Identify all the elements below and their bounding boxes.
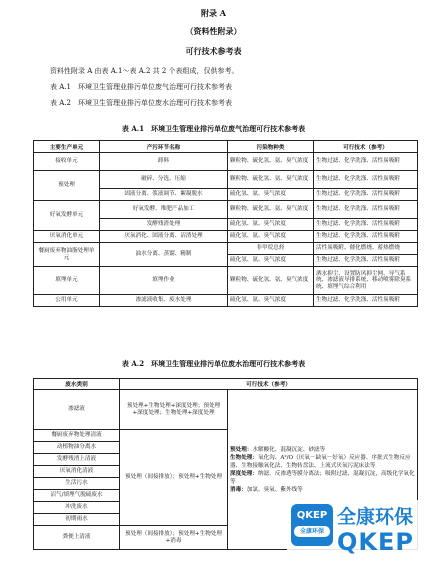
table2-cell-category: 冲洗废水 — [34, 502, 120, 514]
table-row — [34, 243, 418, 255]
logo-badge: QKEP 全康环保 — [291, 504, 333, 546]
note-advanced: 深度处理：纳滤、反渗透等膜分离法；吸附过滤，混凝沉淀，高级化学氧化等 — [230, 470, 415, 485]
logo-english-name: QKEP — [337, 528, 414, 556]
logo-chinese-name: 全康环保 — [337, 506, 414, 528]
intro-line-1: 资料性附录 A 由表 A.1～表 A.2 共 2 个表组成，仅供参考。 — [50, 67, 239, 75]
table1-cell-tech: 生物过滤、化学洗涤、活性炭吸附 — [314, 231, 418, 243]
table1-cell-tech: 洒水抑尘、设置防风抑尘网、导气系统、渗滤液导排系统、移动喷雾除臭系统、填埋气综合利用 — [314, 267, 418, 295]
table1-cell-pollutant: 颗粒物、硫化氢、氨、臭气浓度 — [228, 153, 314, 171]
table1-cell-unit: 好氧发酵单元 — [34, 201, 100, 231]
intro-line-3: 表 A.2 环境卫生管理业排污单位废水治理可行技术参考表 — [50, 99, 232, 107]
table1-cell-unit: 餐厨废弃物油脂处理单元 — [34, 243, 100, 267]
table1-cell-tech: 生物过滤、化学洗涤、活性炭吸附 — [314, 201, 418, 219]
table-row — [34, 295, 418, 307]
table1-cell-step: 厌氧消化、固液分离、沼渣处理 — [100, 231, 228, 243]
table2-header-tech: 可行技术（参考） — [120, 379, 418, 390]
table-row — [34, 231, 418, 243]
table-row — [34, 153, 418, 171]
table1-cell-pollutant: 颗粒物、硫化氢、氨、臭气浓度 — [228, 267, 314, 295]
table1-header-step: 产污环节名称 — [100, 141, 228, 153]
table1-cell-step: 渗滤液收集、废水处理 — [100, 295, 228, 307]
table2-cell-category: 动植物油分离水 — [34, 442, 120, 454]
table1-cell-step: 破碎、分选、压缩 — [100, 171, 228, 189]
table1-cell-pollutant: 硫化氢、氨、臭气浓度 — [228, 231, 314, 243]
table1-cell-tech: 活性炭吸附、催化燃烧、蓄热燃烧 — [314, 243, 418, 255]
table1-cell-pollutant: 非甲烷总烃 — [228, 243, 314, 255]
appendix-nature: （资料性附录） — [185, 26, 242, 36]
table1-cell-unit: 填埋单元 — [34, 267, 100, 295]
note-biological: 生物处理：氧化沟、A²/O（厌氧－缺氧－好氧）反应器、序批式生物反应器、生物接触氧化法、生物转盘法、上流式厌氧污泥床法等 — [230, 454, 411, 469]
table2-cell-tech: 预处理+生物处理+深度处理；预处理+深度处理；生物处理+深度处理 — [120, 390, 228, 430]
table1-cell-pollutant: 硫化氢、氨、臭气浓度 — [228, 295, 314, 307]
table2-cell-category: 粪便上清液 — [34, 526, 120, 550]
table-row — [34, 390, 418, 430]
table1-cell-tech: 生物过滤、化学洗涤、活性炭吸附 — [314, 295, 418, 307]
table-row — [34, 171, 418, 189]
table1-cell-pollutant: 硫化氢、氨、臭气浓度 — [228, 189, 314, 201]
table1-caption: 表 A.1 环境卫生管理业排污单位废气治理可行技术参考表 — [121, 124, 306, 133]
table1-cell-tech: 生物过滤、化学洗涤、活性炭吸附 — [314, 219, 418, 231]
table2-cell-category: 初期雨水 — [34, 514, 120, 526]
table-row — [34, 201, 418, 219]
appendix-title: 可行技术参考表 — [185, 46, 242, 56]
table1-cell-tech: 生物过滤、化学洗涤、活性炭吸附 — [314, 255, 418, 267]
table1-cell-step: 发酵残渣处理 — [100, 219, 228, 231]
table1-cell-pollutant: 硫化氢、氨、臭气浓度 — [228, 255, 314, 267]
table2-caption: 表 A.2 环境卫生管理业排污单位废水治理可行技术参考表 — [121, 359, 306, 368]
table1-cell-step: 卸料 — [100, 153, 228, 171]
table2-cell-category: 沼气/填埋气脱硫废水 — [34, 490, 120, 502]
table1-cell-unit: 公用单元 — [34, 295, 100, 307]
intro-line-2: 表 A.1 环境卫生管理业排污单位废气治理可行技术参考表 — [50, 83, 232, 91]
appendix-heading: 附录 A — [201, 8, 226, 18]
watermark-logo — [287, 500, 427, 564]
table2-cell-category: 渗滤液 — [34, 390, 120, 430]
note-pretreatment: 预处理：水解酸化、混凝沉淀、砂滤等 — [230, 446, 326, 453]
table1-header-tech: 可行技术（参考） — [314, 141, 418, 153]
table2-cell-category: 生活污水 — [34, 478, 120, 490]
table1-cell-step: 好氧发酵、堆肥产品加工 — [100, 201, 228, 219]
table1-cell-step: 固液分离、浆液调节、絮凝脱水 — [100, 189, 228, 201]
table1-cell-pollutant: 颗粒物、硫化氢、氨、臭气浓度 — [228, 171, 314, 189]
table1-header-unit: 主要生产单元 — [34, 141, 100, 153]
table1-cell-tech: 生物过滤、化学洗涤、活性炭吸附 — [314, 153, 418, 171]
table1-cell-unit: 接收单元 — [34, 153, 100, 171]
table1-cell-step: 油水分离、蒸馏、精制 — [100, 243, 228, 267]
table-air-treatment — [33, 140, 418, 307]
table2-cell-tech: 预处理（间接排放）；预处理+生物处理+消毒 — [120, 526, 228, 550]
table-row — [34, 267, 418, 295]
note-disinfection: 消毒：加氯、臭氧、紫外线等 — [230, 486, 303, 493]
table1-cell-step: 填埋作业 — [100, 267, 228, 295]
table2-cell-category: 餐厨废弃物处理清液 — [34, 430, 120, 442]
table2-group-tech: 预处理（间接排放）；预处理+生物处理 — [120, 430, 228, 526]
table1-cell-pollutant: 硫化氢、氨、臭气浓度 — [228, 219, 314, 231]
table2-cell-category: 厌氧消化清液 — [34, 466, 120, 478]
table1-cell-tech: 生物过滤、化学洗涤、活性炭吸附 — [314, 189, 418, 201]
table1-cell-unit: 厌氧消化单元 — [34, 231, 100, 243]
table1-cell-tech: 生物过滤、化学洗涤、活性炭吸附 — [314, 171, 418, 189]
table1-header-pollutant: 污染物种类 — [228, 141, 314, 153]
table1-cell-pollutant: 颗粒物、硫化氢、氨、臭气浓度 — [228, 201, 314, 219]
table1-cell-unit: 预处理 — [34, 171, 100, 201]
table2-header-category: 废水类别 — [34, 379, 120, 390]
table2-cell-category: 发酵残渣上清液 — [34, 454, 120, 466]
